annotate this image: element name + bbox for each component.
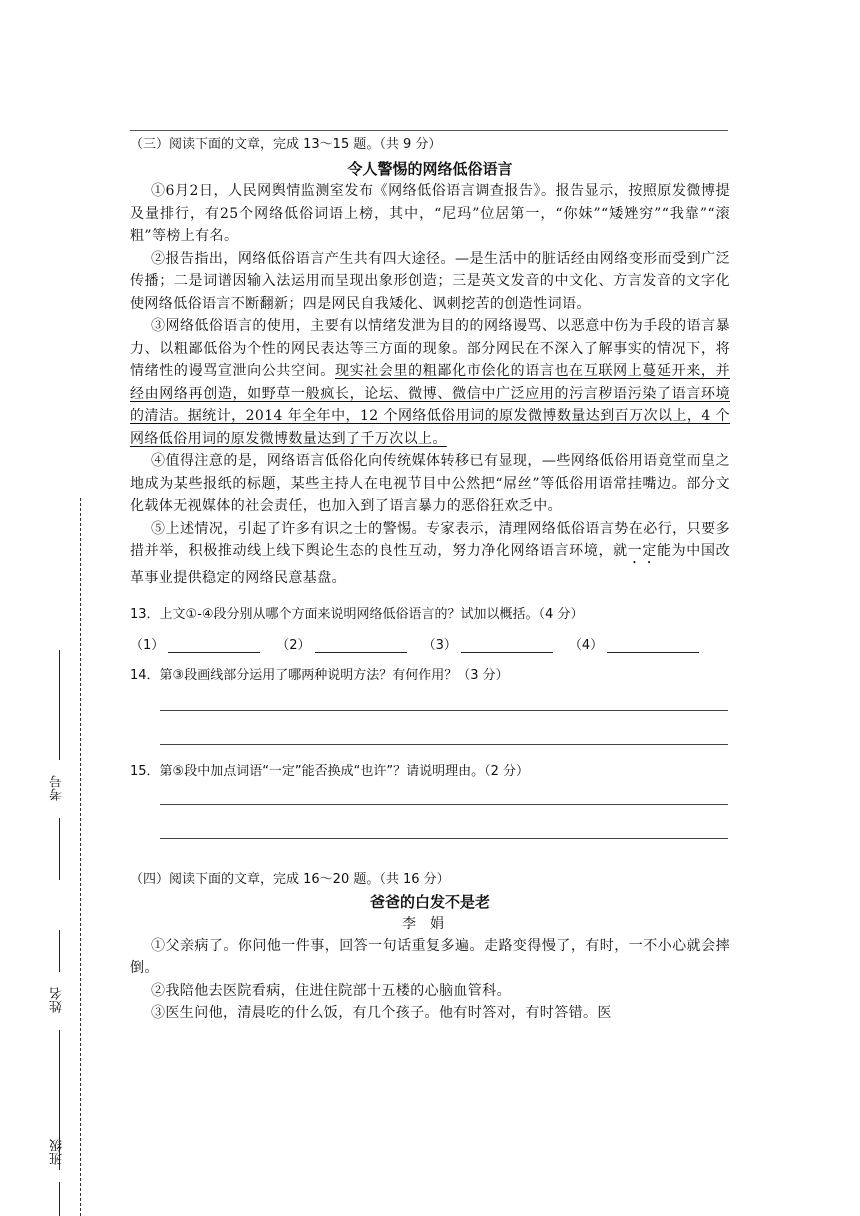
section3-paragraph-3 — [130, 315, 730, 450]
blank-3[interactable] — [423, 634, 553, 653]
section4-paragraph-2: ②我陪他去医院看病，住进住院部十五楼的心脑血管科。 — [151, 982, 511, 999]
blank-1[interactable] — [130, 634, 260, 653]
name-label: 姓名 — [50, 987, 65, 1013]
section4-paragraph-1: ①父亲病了。你问他一件事，回答一句话重复多遍。走路变得慢了，有时，一不小心就会摔倒。 — [130, 937, 730, 976]
answer-blank[interactable] — [168, 638, 260, 653]
exam-number-label: 考号 — [50, 775, 65, 801]
section4-paragraph-3: ③医生问他，清晨吃的什么饭，有几个孩子。他有时答对，有时答错。医 — [151, 1005, 612, 1021]
section3-header: （三）阅读下面的文章，完成 13～15 题。（共 9 分） — [130, 137, 442, 152]
question-15: 15．第⑤段中加点词语“一定”能否换成“也许”？请说明理由。（2 分） — [130, 763, 530, 779]
paragraph-3-underlined-text: 现实社会里的粗鄙化市侩化的语言也在互联网上蔓延开来，并经由网络再创造，如野草一般疯长，论坛、微博、微信中广泛应用的污言秽语污染了语言环境的清洁。据统计，2014 年全年中，12 个网络低俗用词的原发微博数量达到百万次以上，4 个网络低俗用词的原发微博数量达到了千万次以上。 — [130, 363, 730, 447]
binding-dashed-line — [80, 498, 81, 1216]
answer-blank[interactable] — [607, 638, 699, 653]
section3-paragraph-4: ④值得注意的是，网络语言低俗化向传统媒体转移已有显现，—些网络低俗用语竟堂而皇之地成为某些报纸的标题，某些主持人在电视节目中公然把“屌丝”等低俗用语常挂嘴边。部分文化载体无视媒体的社会责任，也加入到了语言暴力的恶俗狂欢乏中。 — [130, 453, 730, 514]
class-field[interactable] — [48, 1096, 72, 1216]
paragraph-3-text: ③网络低俗语言的使用，主要有以情绪发泄为目的的网络谩骂、以恶意中伤为手段的语言暴力、以粗鄙低俗为个性的网民表达等三方面的现象。部分网民在不深入了解事实的情况下，将情绪性的谩骂宣泄向公共空间。 — [130, 318, 730, 379]
blank-label: （3） — [422, 637, 457, 653]
section3-paragraph-5 — [130, 518, 730, 590]
question-13: 13．上文①-④段分别从哪个方面来说明网络低俗语言的？试加以概括。（4 分） — [130, 606, 584, 622]
question-13-blanks — [130, 634, 730, 653]
section4-header: （四）阅读下面的文章，完成 16～20 题。（共 16 分） — [130, 871, 450, 887]
answer-blank[interactable] — [315, 638, 407, 653]
exam-number-field[interactable] — [48, 650, 72, 880]
section3-title: 令人警惕的网络低俗语言 — [347, 160, 513, 178]
paragraph-5-text-end: 能为中国改革事业提供稳定的网络民意基盘。 — [130, 543, 730, 586]
question-14: 14．第③段画线部分运用了哪两种说明方法？有何作用？（3 分） — [130, 667, 509, 683]
exam-content — [130, 134, 730, 1025]
blank-label: （4） — [568, 637, 604, 653]
blank-4[interactable] — [569, 634, 699, 653]
section3-paragraph-1: ①6月2日，人民网舆情监测室发布《网络低俗语言调查报告》。报告显示，按照原发微博提及量排行，有25个网络低俗词语上榜，其中，“尼玛”位居第一，“你妹”“矮矬穷”“我靠”“滚粗”等榜上有名。 — [130, 183, 730, 244]
class-label: 班级 — [50, 1139, 65, 1165]
top-rule — [130, 130, 728, 131]
section4-title: 爸爸的白发不是老 — [369, 892, 490, 911]
answer-blank[interactable] — [461, 638, 553, 653]
paragraph-5-text: ⑤上述情况，引起了许多有识之士的警惕。专家表示，清理网络低俗语言势在必行，只要多措并举，积极推动线上线下舆论生态的良性互动，努力净化网络语言环境，就 — [130, 520, 730, 559]
section3-paragraph-2: ②报告指出，网络低俗语言产生共有四大途径。—是生活中的脏话经由网络变形而受到广泛传播；二是词谱因输入法运用而呈现出象形创造；三是英文发音的中文化、方言发音的文字化使网络低俗语言不断翻新；四是网民自我矮化、讽刺挖苦的创造性词语。 — [130, 250, 730, 312]
blank-label: （1） — [130, 637, 165, 653]
blank-2[interactable] — [276, 634, 406, 653]
dotted-word: 一定 — [627, 543, 658, 559]
blank-label: （2） — [276, 637, 311, 653]
author-name: 李娟 — [402, 915, 458, 932]
